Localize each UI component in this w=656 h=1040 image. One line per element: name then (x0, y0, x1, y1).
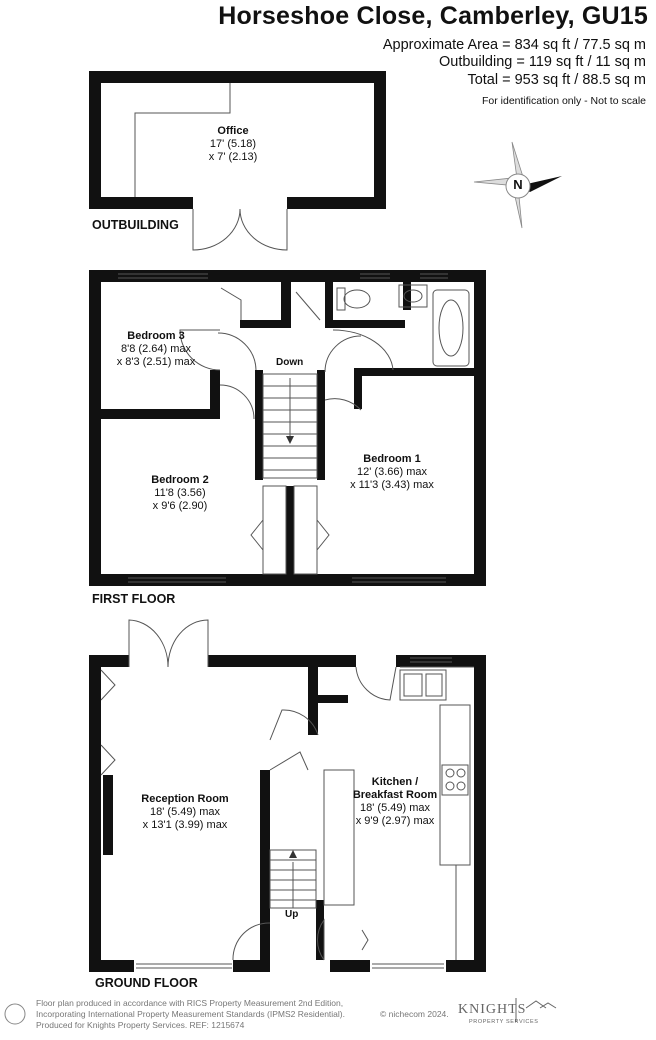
footer-line: Incorporating International Property Measurement Standards (IPMS2 Residential). (36, 1009, 345, 1019)
room-name: Bedroom 1 (363, 453, 421, 465)
room-dimension: x 7' (2.13) (208, 151, 258, 163)
first-floor-label: FIRST FLOOR (92, 592, 176, 606)
footer-line: Floor plan produced in accordance with RICS Property Measurement 2nd Edition, (36, 998, 344, 1008)
approximate-area: Approximate Area = 834 sq ft / 77.5 sq m (382, 37, 646, 53)
total-area: Total = 953 sq ft / 88.5 sq m (467, 72, 646, 88)
room-dimension: x 9'9 (2.97) max (355, 815, 435, 827)
room-name: Reception Room (141, 793, 229, 805)
room-name: Breakfast Room (352, 789, 438, 801)
room-name: Bedroom 2 (151, 474, 209, 486)
room-dimension: 18' (5.49) max (360, 802, 430, 814)
room-bedroom-1 (336, 453, 448, 492)
compass-north-letter: N (513, 177, 523, 192)
outbuilding-area: Outbuilding = 119 sq ft / 11 sq m (438, 54, 646, 70)
room-name: Bedroom 3 (127, 330, 185, 342)
room-dimension: 12' (3.66) max (357, 466, 427, 478)
footer-line: Produced for Knights Property Services. REF: 1215674 (36, 1020, 245, 1030)
copyright-text: © nichecom 2024. (380, 1009, 449, 1019)
ground-floor-label: GROUND FLOOR (95, 976, 198, 990)
room-dimension: 11'8 (3.56) (154, 487, 206, 499)
room-kitchen-breakfast (345, 776, 445, 828)
footer-notes (36, 998, 345, 1031)
room-reception (125, 793, 245, 832)
stairs-up-label: Up (285, 909, 299, 920)
stairs-down-label: Down (276, 357, 304, 368)
room-name: Office (217, 125, 249, 137)
identification-note: For identification only - Not to scale (482, 95, 646, 107)
room-bedroom-3 (96, 330, 216, 369)
room-office (183, 125, 283, 164)
room-dimension: x 13'1 (3.99) max (142, 819, 228, 831)
knights-logo: KNIGHTS (458, 1002, 527, 1017)
first-floor-walls (89, 270, 486, 586)
page-title: Horseshoe Close, Camberley, GU15 (218, 2, 648, 30)
room-dimension: 17' (5.18) (209, 138, 257, 150)
outbuilding-label: OUTBUILDING (92, 218, 179, 232)
room-dimension: 8'8 (2.64) max (121, 343, 191, 355)
room-dimension: x 8'3 (2.51) max (116, 356, 196, 368)
room-dimension: 18' (5.49) max (150, 806, 220, 818)
knights-logo-subtitle: PROPERTY SERVICES (469, 1019, 539, 1025)
room-dimension: x 9'6 (2.90) (152, 500, 208, 512)
room-bedroom-2 (125, 474, 235, 513)
room-name: Kitchen / (371, 776, 419, 788)
room-dimension: x 11'3 (3.43) max (350, 479, 434, 491)
rics-icon (5, 1004, 25, 1024)
